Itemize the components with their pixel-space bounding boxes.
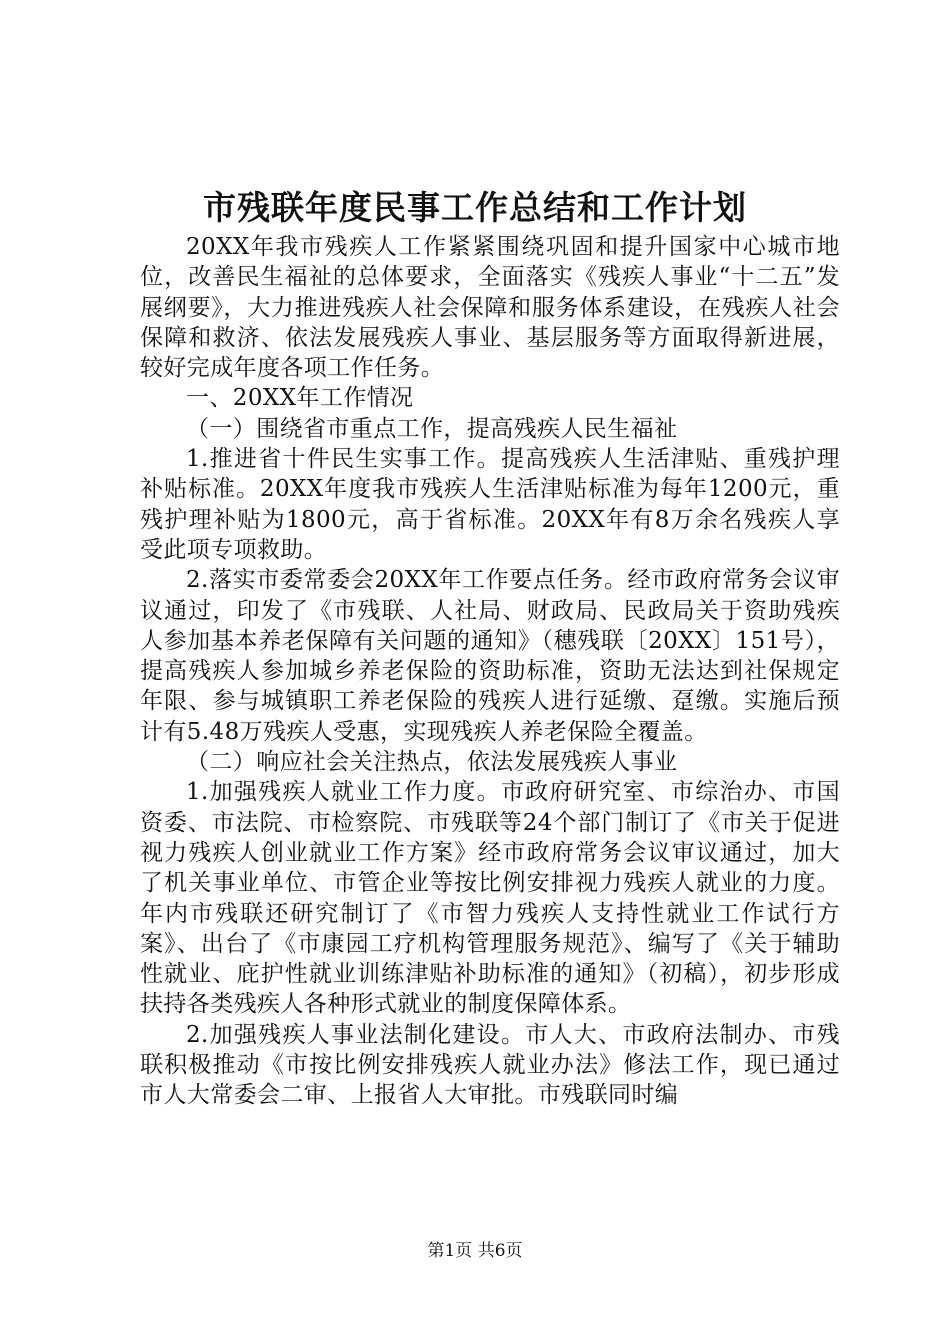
page-footer: 第1页 共6页 [427,1241,523,1261]
heading-subsection-2: （二）响应社会关注热点，依法发展残疾人事业 [186,749,678,776]
paragraph-item-1-2: 2.落实市委常委会20XX年工作要点任务。经市政府常务会议审议通过，印发了《市残联、人社局、财政局、民政局关于资助残疾人参加基本养老保障有关问题的通知》（穗残联〔20XX〕151号），提高残疾人参加城乡养老保险的资助标准，资助无法达到社保规定年限、参与城镇职工养老保险的残疾人进行延缴、趸缴。实施后预计有5.48万残疾人受惠，实现残疾人养老保险全覆盖。 [140,567,840,745]
paragraph-item-1-1: 1.推进省十件民生实事工作。提高残疾人生活津贴、重残护理补贴标准。20XX年度我市残疾人生活津贴标准为每年1200元，重残护理补贴为1800元，高于省标准。20XX年有8万余名残疾人享受此项专项救助。 [140,446,840,563]
paragraph-intro: 20XX年我市残疾人工作紧紧围绕巩固和提升国家中心城市地位，改善民生福祉的总体要求，全面落实《残疾人事业“十二五”发展纲要》，大力推进残疾人社会保障和服务体系建设，在残疾人社会保障和救济、依法发展残疾人事业、基层服务等方面取得新进展，较好完成年度各项工作任务。 [140,234,840,382]
document-title: 市残联年度民事工作总结和工作计划 [203,188,747,227]
document-body [140,232,840,1111]
heading-section-1: 一、20XX年工作情况 [186,385,414,412]
heading-subsection-1: （一）围绕省市重点工作，提高残疾人民生福祉 [186,415,678,442]
paragraph-item-2-2: 2.加强残疾人事业法制化建设。市人大、市政府法制办、市残联积极推动《市按比例安排残疾人就业办法》修法工作，现已通过市人大常委会二审、上报省人大审批。市残联同时编 [140,1021,840,1109]
paragraph-item-2-1: 1.加强残疾人就业工作力度。市政府研究室、市综治办、市国资委、市法院、市检察院、市残联等24个部门制订了《市关于促进视力残疾人创业就业工作方案》经市政府常务会议审议通过，加大了机关事业单位、市管企业等按比例安排视力残疾人就业的力度。年内市残联还研究制订了《市智力残疾人支持性就业工作试行方案》、出台了《市康园工疗机构管理服务规范》、编写了《关于辅助性就业、庇护性就业训练津贴补助标准的通知》（初稿），初步形成扶持各类残疾人各种形式就业的制度保障体系。 [140,779,840,1018]
